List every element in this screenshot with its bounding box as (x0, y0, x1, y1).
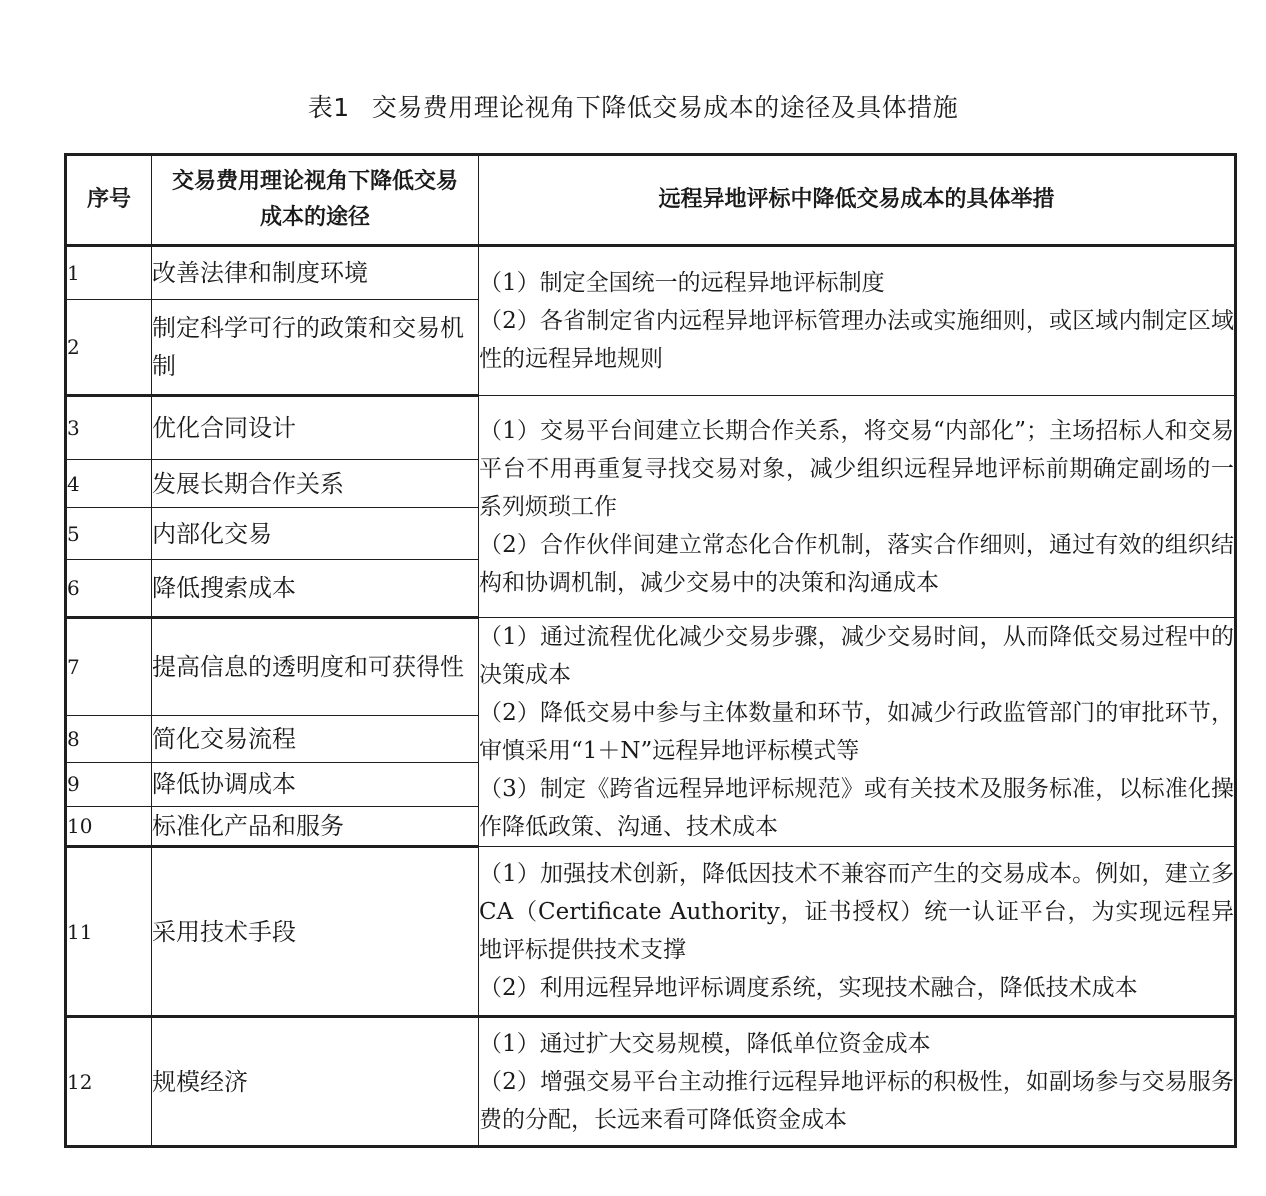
measure-item: （2）各省制定省内远程异地评标管理办法或实施细则，或区域内制定区域性的远程异地规则 (479, 308, 1234, 372)
table-title: 交易费用理论视角下降低交易成本的途径及具体措施 (371, 93, 959, 122)
table-label: 表1 (307, 93, 350, 122)
row-path: 降低搜索成本 (152, 560, 479, 618)
row-path: 发展长期合作关系 (152, 460, 479, 508)
measure-item: （2）合作伙伴间建立常态化合作机制，落实合作细则，通过有效的组织结构和协调机制，减少交易中的决策和沟通成本 (479, 531, 1234, 596)
table-caption (0, 88, 1266, 124)
row-number: 12 (66, 1017, 152, 1147)
table-row (66, 396, 1236, 460)
measures-cell (479, 618, 1236, 847)
row-path: 简化交易流程 (152, 716, 479, 762)
measures-cell (479, 1017, 1236, 1147)
measures-cell (479, 246, 1236, 396)
header-seq: 序号 (66, 155, 152, 246)
row-number: 9 (66, 762, 152, 806)
row-number: 4 (66, 460, 152, 508)
table-row (66, 1017, 1236, 1147)
row-number: 10 (66, 806, 152, 846)
row-path: 标准化产品和服务 (152, 806, 479, 846)
measures-table (64, 153, 1237, 1148)
measure-item: （2）增强交易平台主动推行远程异地评标的积极性，如副场参与交易服务费的分配，长远来看可降低资金成本 (479, 1068, 1234, 1133)
measure-item: （1）通过流程优化减少交易步骤，减少交易时间，从而降低交易过程中的决策成本 (479, 624, 1234, 688)
row-path: 制定科学可行的政策和交易机制 (152, 300, 479, 396)
measures-cell (479, 396, 1236, 618)
measure-item: （1）交易平台间建立长期合作关系，将交易“内部化”；主场招标人和交易平台不用再重复寻找交易对象，减少组织远程异地评标前期确定副场的一系列烦琐工作 (479, 417, 1234, 520)
row-path: 规模经济 (152, 1017, 479, 1147)
row-number: 11 (66, 847, 152, 1017)
measure-item: （1）加强技术创新，降低因技术不兼容而产生的交易成本。例如，建立多CA（Certificate Authority，证书授权）统一认证平台，为实现远程异地评标提供技术支撑 (479, 861, 1234, 963)
measure-item: （3）制定《跨省远程异地评标规范》或有关技术及服务标准，以标准化操作降低政策、沟通、技术成本 (479, 776, 1234, 840)
row-number: 7 (66, 618, 152, 716)
measure-item: （1）制定全国统一的远程异地评标制度 (479, 270, 885, 296)
header-path-text: 交易费用理论视角下降低交易成本的途径 (171, 169, 458, 230)
row-number: 8 (66, 716, 152, 762)
row-number: 5 (66, 508, 152, 560)
measure-item: （2）利用远程异地评标调度系统，实现技术融合，降低技术成本 (479, 975, 1138, 1001)
table-row (66, 847, 1236, 1017)
row-path: 改善法律和制度环境 (152, 246, 479, 300)
measure-item: （2）降低交易中参与主体数量和环节，如减少行政监管部门的审批环节，审慎采用“1＋N”远程异地评标模式等 (479, 700, 1234, 764)
row-number: 6 (66, 560, 152, 618)
row-number: 1 (66, 246, 152, 300)
measure-item: （1）通过扩大交易规模，降低单位资金成本 (479, 1030, 931, 1057)
row-number: 3 (66, 396, 152, 460)
row-number: 2 (66, 300, 152, 396)
table-row (66, 618, 1236, 716)
header-row (66, 155, 1236, 246)
measures-cell (479, 847, 1236, 1017)
header-measures: 远程异地评标中降低交易成本的具体举措 (479, 155, 1236, 246)
table-row (66, 246, 1236, 300)
row-path: 降低协调成本 (152, 762, 479, 806)
row-path: 内部化交易 (152, 508, 479, 560)
row-path: 采用技术手段 (152, 847, 479, 1017)
header-path (152, 155, 479, 246)
row-path: 优化合同设计 (152, 396, 479, 460)
row-path: 提高信息的透明度和可获得性 (152, 618, 479, 716)
